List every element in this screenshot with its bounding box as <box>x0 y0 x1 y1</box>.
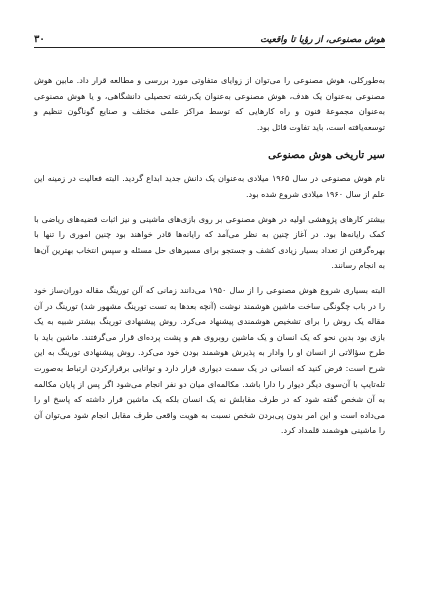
page-number: ۳۰ <box>34 34 45 45</box>
intro-paragraph: به‌طورکلی، هوش مصنوعی را می‌توان از زوایای متفاوتی مورد بررسی و مطالعه قرار داد. مابین هوش مصنوعی به‌عنوان یک هدف، هوش مصنوعی به‌عنوان یک‌رشته تحصیلی دانشگاهی، و یا هوش مصنوعی به‌عنوان مجموعهٔ فنون و راه کارهایی که توسط مراکز علمی مختلف و صنایع گوناگون تنظیم و توسعه‌یافته است، باید تفاوت قائل بود. <box>34 75 385 132</box>
section-paragraph-1: نام هوش مصنوعی در سال ۱۹۶۵ میلادی به‌عنوان یک دانش جدید ابداع گردید. البته فعالیت در زمینه این علم از سال ۱۹۶۰ میلادی شروع شده بود. <box>34 173 385 199</box>
running-header <box>34 28 385 48</box>
running-title: هوش مصنوعی، از رؤیا تا واقعیت <box>260 35 385 45</box>
book-page <box>34 28 385 588</box>
section-heading: سیر تاریخی هوش مصنوعی <box>268 149 385 162</box>
section-paragraph-2: بیشتر کارهای پژوهشی اولیه در هوش مصنوعی بر روی بازی‌های ماشینی و نیز اثبات قضیه‌های ریاضی با کمک رایانه‌ها بود. در آغاز چنین به نظر می‌آمد که رایانه‌ها قادر خواهند بود چنین اموری را تنها با بهره‌گرفتن از تعداد بسیار زیادی کشف و جستجو برای مسیرهای حل مسئله و سپس انتخاب بهترین آن‌ها به انجام رسانند. <box>34 213 385 271</box>
page-content <box>34 73 385 439</box>
section-paragraph-3: البته بسیاری شروع هوش مصنوعی را از سال ۱۹۵۰ می‌دانند زمانی که آلن تورینگ مقاله دوران‌ساز خود را در باب چگونگی ساخت ماشین هوشمند نوشت (آنچه بعدها به تست تورینگ مشهور شد) تورینگ در آن مقاله یک روش را برای تشخیص هوشمندی پیشنهاد می‌کرد. روش پیشنهادی تورینگ بیشتر شبیه به یک بازی بود بدین نحو که یک انسان و یک ماشین روبروی هم و پشت پرده‌ای قرار می‌گرفتند. ماشین باید با طرح سؤالاتی از انسان او را وادار به پذیرش هوشمند بودن خود می‌کرد. روش پیشنهادی تورینگ به این شرح است: فرض کنید که انسانی در یک سمت دیواری قرار دارد و توانایی برقرارکردن ارتباط به‌صورت تله‌تایپ با آن‌سوی دیگر دیوار را دارا باشد. مکالمه‌ای میان دو نفر انجام می‌شود اگر پس از پایان مکالمه به آن شخص گفته شود که در طرف مقابلش نه یک انسان بلکه یک ماشین قرار داشته که پاسخ او را می‌داده است و این امر بدون پی‌بردن شخص نسبت به هویت واقعی طرف مقابل انجام شود می‌توان آن را ماشینی هوشمند قلمداد کرد. <box>34 284 385 436</box>
